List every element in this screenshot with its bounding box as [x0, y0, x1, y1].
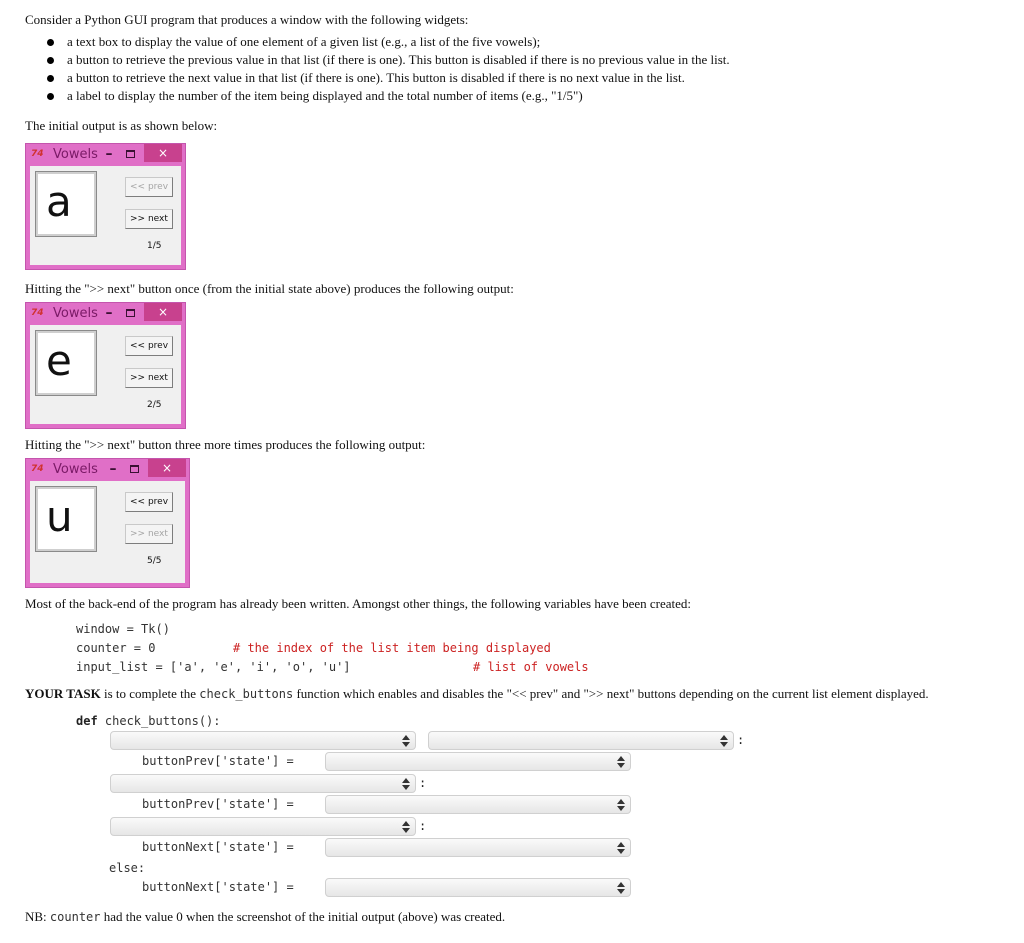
- prev-button[interactable]: << prev: [125, 336, 173, 356]
- window-title: Vowels: [53, 306, 98, 321]
- code-line: input_list = ['a', 'e', 'i', 'o', 'u']: [76, 660, 351, 674]
- close-icon[interactable]: ×: [148, 459, 186, 477]
- list-item: a button to retrieve the previous value in that list (if there is one). This button is disabled if there is no previous value in the list.: [47, 51, 730, 69]
- colon: :: [419, 819, 427, 833]
- next-button[interactable]: >> next: [125, 524, 173, 544]
- after-three-text: Hitting the ">> next" button three more times produces the following output:: [25, 437, 426, 452]
- bullet-dot: [47, 93, 54, 100]
- maximize-icon[interactable]: [126, 150, 135, 158]
- value-textbox[interactable]: u: [36, 487, 96, 551]
- list-item: a button to retrieve the next value in that list (if there is one). This button is disabled if there is no next value in the list.: [47, 69, 730, 87]
- tk-icon: 74: [31, 308, 44, 318]
- close-icon[interactable]: ×: [144, 303, 182, 321]
- maximize-icon[interactable]: [130, 465, 139, 473]
- item-counter-label: 1/5: [147, 241, 162, 251]
- prev-button[interactable]: << prev: [125, 492, 173, 512]
- bullet-dot: [47, 39, 54, 46]
- next-button[interactable]: >> next: [125, 368, 173, 388]
- code-line: counter = 0: [76, 641, 156, 655]
- title-bar[interactable]: [26, 459, 189, 481]
- bullet-dot: [47, 57, 54, 64]
- next-state-dropdown-2[interactable]: [325, 878, 631, 897]
- item-counter-label: 2/5: [147, 400, 162, 410]
- prev-state-dropdown-2[interactable]: [325, 795, 631, 814]
- initial-output-text: The initial output is as shown below:: [25, 118, 218, 133]
- item-counter-label: 5/5: [147, 556, 162, 566]
- condition-dropdown-1a[interactable]: [110, 731, 416, 750]
- list-item: a text box to display the value of one element of a given list (e.g., a list of the five vowels);: [47, 33, 730, 51]
- next-state-dropdown-1[interactable]: [325, 838, 631, 857]
- title-bar[interactable]: [26, 144, 185, 166]
- minimize-icon[interactable]: –: [105, 305, 113, 321]
- else-line: else:: [109, 861, 146, 875]
- tk-icon: 74: [31, 149, 44, 159]
- code-line: window = Tk(): [76, 622, 170, 636]
- list-item: a label to display the number of the item being displayed and the total number of items (e.g., "1/5"): [47, 87, 730, 105]
- nb-note: NB: counter had the value 0 when the screenshot of the initial output (above) was created.: [25, 909, 506, 924]
- window-client: [30, 481, 185, 583]
- widget-list: [47, 33, 730, 105]
- window-client: [30, 166, 181, 265]
- value-textbox[interactable]: e: [36, 331, 96, 395]
- intro-text: Consider a Python GUI program that produces a window with the following widgets:: [25, 12, 469, 27]
- minimize-icon[interactable]: –: [109, 461, 117, 477]
- condition-dropdown-1b[interactable]: [428, 731, 734, 750]
- assign-next-line: buttonNext['state'] =: [142, 840, 294, 854]
- vowels-window-initial: [25, 143, 186, 270]
- colon: :: [419, 776, 427, 790]
- window-title: Vowels: [53, 147, 98, 162]
- prev-button[interactable]: << prev: [125, 177, 173, 197]
- close-icon[interactable]: ×: [144, 144, 182, 162]
- def-line: def check_buttons():: [76, 714, 221, 728]
- window-title: Vowels: [53, 462, 98, 477]
- code-comment: # the index of the list item being displayed: [233, 641, 551, 655]
- code-comment: # list of vowels: [473, 660, 589, 674]
- next-button[interactable]: >> next: [125, 209, 173, 229]
- bullet-dot: [47, 75, 54, 82]
- value-textbox[interactable]: a: [36, 172, 96, 236]
- title-bar[interactable]: [26, 303, 185, 325]
- minimize-icon[interactable]: –: [105, 146, 113, 162]
- backend-text: Most of the back-end of the program has already been written. Amongst other things, the following variables have been created:: [25, 596, 692, 611]
- condition-dropdown-2[interactable]: [110, 774, 416, 793]
- vowels-window-after-next: [25, 302, 186, 429]
- after-next-text: Hitting the ">> next" button once (from the initial state above) produces the following output:: [25, 281, 514, 296]
- prev-state-dropdown-1[interactable]: [325, 752, 631, 771]
- assign-prev-line: buttonPrev['state'] =: [142, 797, 294, 811]
- assign-next-line: buttonNext['state'] =: [142, 880, 294, 894]
- task-text: YOUR TASK is to complete the check_buttons function which enables and disables the "<< prev" and ">> next" buttons depending on the current list element displayed.: [25, 686, 929, 701]
- condition-dropdown-3[interactable]: [110, 817, 416, 836]
- vowels-window-final: [25, 458, 190, 588]
- window-client: [30, 325, 181, 424]
- assign-prev-line: buttonPrev['state'] =: [142, 754, 294, 768]
- tk-icon: 74: [31, 464, 44, 474]
- maximize-icon[interactable]: [126, 309, 135, 317]
- colon: :: [737, 733, 745, 747]
